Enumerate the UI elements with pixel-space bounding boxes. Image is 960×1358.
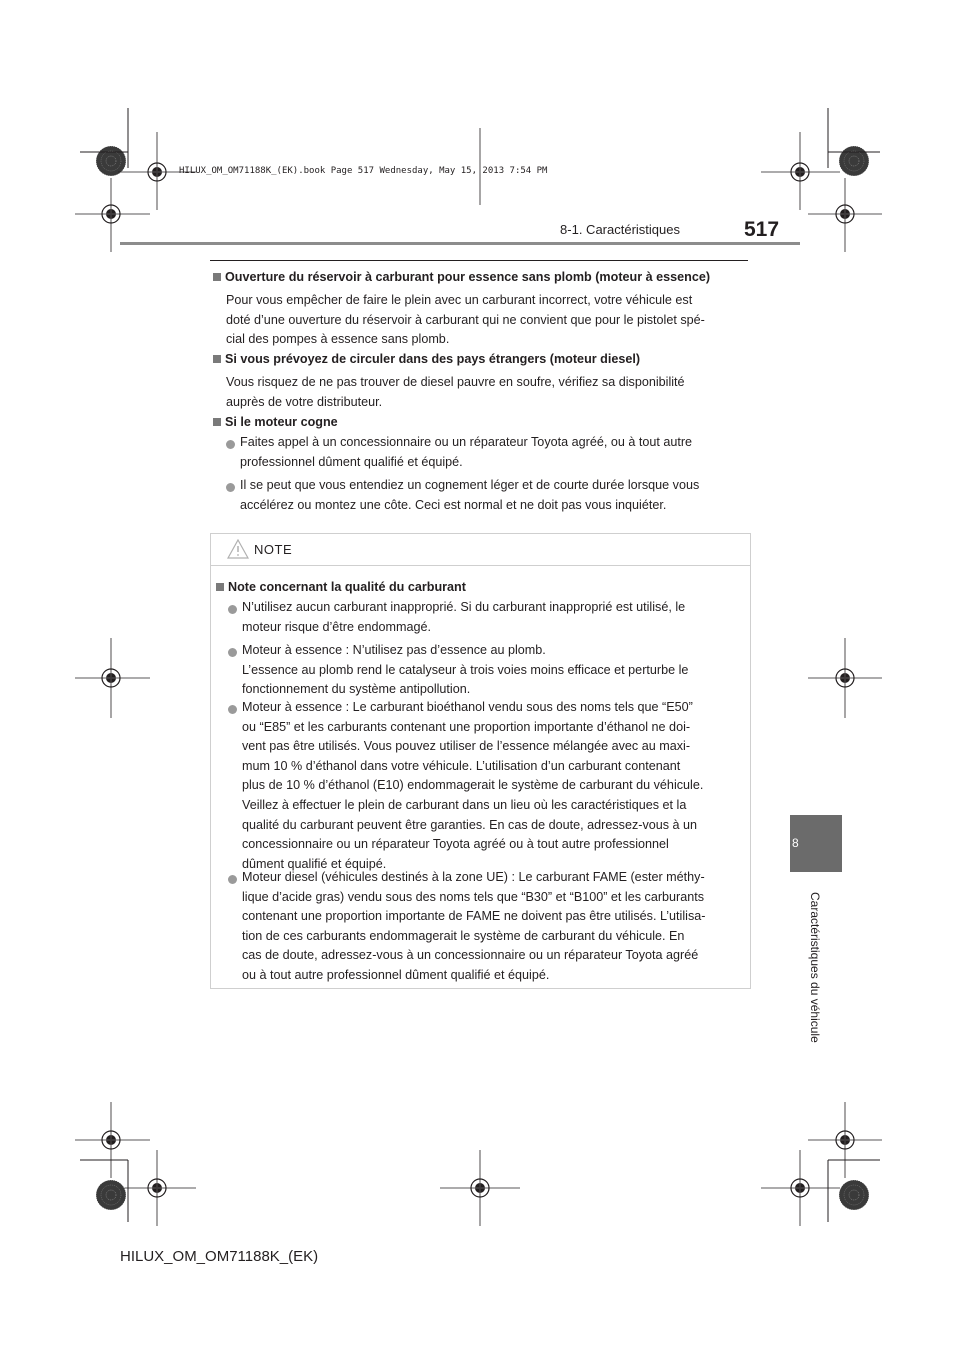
page-number: 517 <box>744 218 780 241</box>
square-bullet-icon <box>213 355 221 363</box>
section-heading: Si le moteur cogne <box>213 413 338 431</box>
square-bullet-icon <box>216 583 224 591</box>
chapter-number: 8 <box>792 836 799 850</box>
footer-code: HILUX_OM_OM71188K_(EK) <box>120 1248 319 1265</box>
bullet-item: Faites appel à un concessionnaire ou un réparateur Toyota agréé, ou à tout autre professionnel dûment qualifié et équipé. <box>240 435 693 469</box>
paragraph: Vous risquez de ne pas trouver de diesel pauvre en soufre, vérifiez sa disponibilité auprès de votre distributeur. <box>226 375 685 409</box>
circle-bullet-icon <box>228 605 237 614</box>
note-heading: Note concernant la qualité du carburant <box>216 578 466 596</box>
square-bullet-icon <box>213 418 221 426</box>
note-box <box>210 533 751 989</box>
header-rule <box>120 242 800 245</box>
circle-bullet-icon <box>228 875 237 884</box>
paragraph: Pour vous empêcher de faire le plein avec un carburant incorrect, votre véhicule est doté d’une ouverture du réservoir à carburant qui ne convient que pour le pistolet spé- cial des pompes à essence sans plomb. <box>226 293 705 347</box>
circle-bullet-icon <box>226 483 235 492</box>
chapter-label: Caractéristiques du véhicule <box>808 892 822 1043</box>
warning-triangle-icon <box>227 539 249 559</box>
note-bullet: Moteur à essence : N’utilisez pas d’essence au plomb. L’essence au plomb rend le catalyseur à trois voies moins efficace et perturbe le fonctionnement du système antipollution. <box>242 643 689 697</box>
section-title: 8-1. Caractéristiques <box>560 222 680 237</box>
circle-bullet-icon <box>228 648 237 657</box>
note-header <box>211 534 750 566</box>
section-heading: Si vous prévoyez de circuler dans des pays étrangers (moteur diesel) <box>213 350 640 368</box>
note-bullet: Moteur diesel (véhicules destinés à la zone UE) : Le carburant FAME (ester méthy- lique d’acide gras) vendu sous des noms tels que “B30” et “B100” et les carburants contenant une proportion importante de FAME ne doivent pas être utilisés. L’utilisa- tion de ces carburants endommagerait le système de carburant du véhicule. En cas de doute, adressez-vous à un concessionnaire ou un réparateur Toyota agréé ou à tout autre professionnel dûment qualifié et équipé. <box>242 870 706 982</box>
note-bullet: N’utilisez aucun carburant inapproprié. Si du carburant inapproprié est utilisé, le moteur risque d’être endommagé. <box>242 600 686 634</box>
square-bullet-icon <box>213 273 221 281</box>
bullet-item: Il se peut que vous entendiez un cognement léger et de courte durée lorsque vous accélérez ou montez une côte. Ceci est normal et ne doit pas vous inquiéter. <box>240 478 700 512</box>
note-label: NOTE <box>254 542 293 557</box>
print-slug: HILUX_OM_OM71188K_(EK).book Page 517 Wednesday, May 15, 2013 7:54 PM <box>179 166 548 176</box>
content-top-rule <box>210 260 748 261</box>
section-heading: Ouverture du réservoir à carburant pour essence sans plomb (moteur à essence) <box>213 268 710 286</box>
note-bullet: Moteur à essence : Le carburant bioéthanol vendu sous des noms tels que “E50” ou “E85” et les carburants contenant une proportion importante d’éthanol ne doi- vent pas être utilisés. Vous pouvez utiliser de l’essence mélangée avec au maxi- mum 10 % d’éthanol dans votre véhicule. L’utilisation d’un carburant contenant plus de 10 % d’éthanol (E10) endommagerait le système de carburant du véhicule. Veillez à effectuer le plein de carburant dans un lieu où les caractéristiques et la qualité du carburant peuvent être garanties. En cas de doute, adressez-vous à un concessionnaire ou un réparateur Toyota agréé ou à tout autre professionnel dûment qualifié et équipé. <box>242 700 704 871</box>
circle-bullet-icon <box>228 705 237 714</box>
circle-bullet-icon <box>226 440 235 449</box>
